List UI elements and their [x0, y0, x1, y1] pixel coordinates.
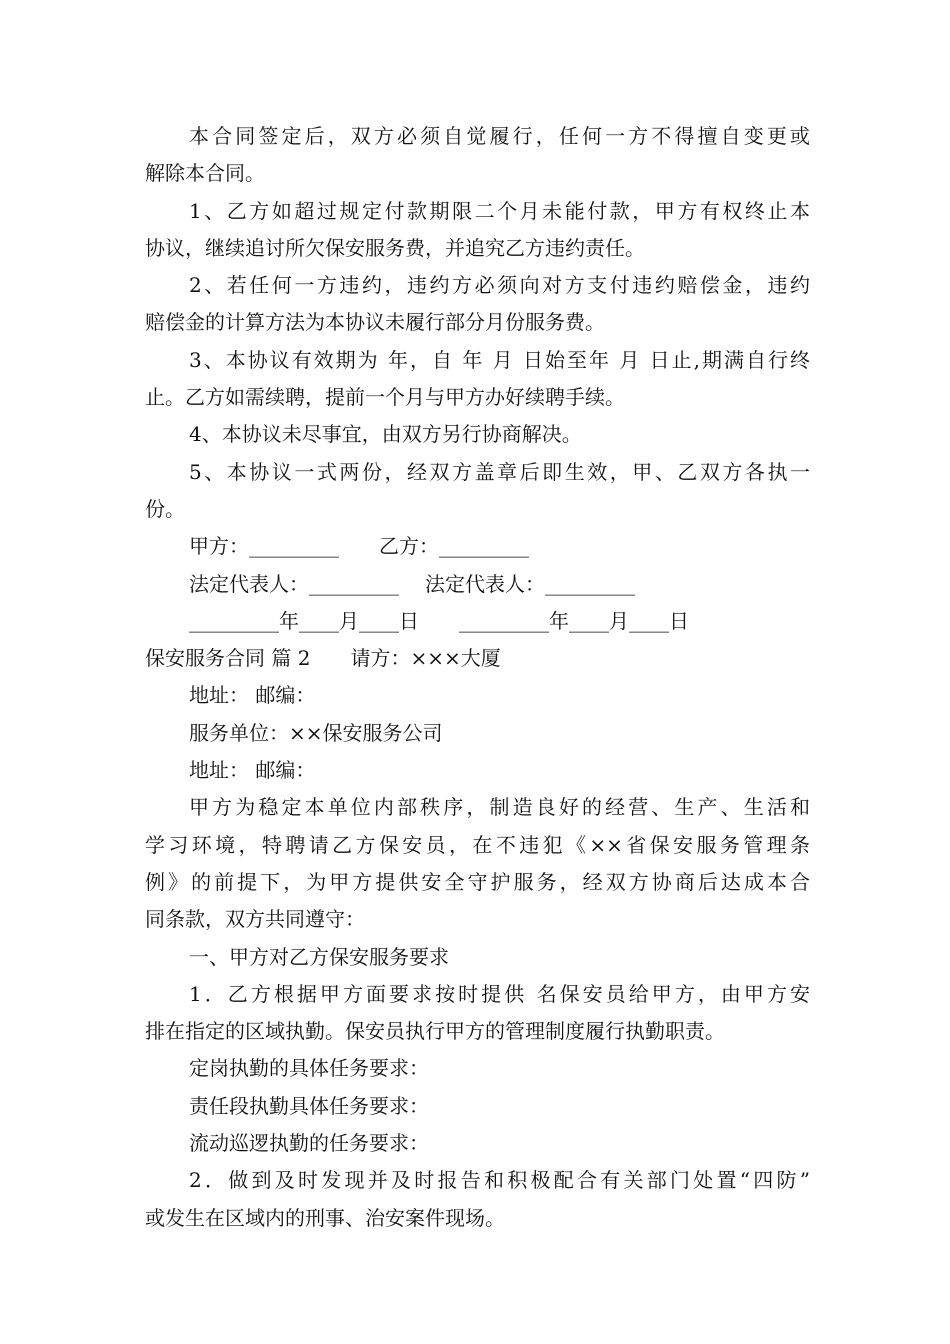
section-title: 保安服务合同 篇 2 — [145, 646, 311, 671]
paragraph-line: 2、若任何一方违约，违约方必须向对方支付违约赔偿金，违约 — [189, 273, 810, 298]
client-field: 请方：×××大厦 — [350, 646, 501, 671]
signature-dates-row — [145, 603, 810, 640]
subsection-heading: 一、甲方对乙方保安服务要求 — [189, 944, 449, 969]
paragraph-line: 5、本协议一式两份，经双方盖章后即生效，甲、乙双方各执一 — [189, 459, 810, 484]
signature-representatives-row — [145, 566, 810, 603]
paragraph-line: 例》的前提下，为甲方提供安全守护服务，经双方协商后达成本合 — [145, 869, 810, 894]
paragraph-line: 3、本协议有效期为 年，自 年 月 日始至年 月 日止,期满自行终 — [189, 347, 810, 372]
paragraph-line: 2．做到及时发现并及时报告和积极配合有关部门处置“四防” — [189, 1168, 810, 1193]
paragraph-line: 同条款，双方共同遵守： — [145, 907, 365, 932]
paragraph-line: 流动巡逻执勤的任务要求： — [189, 1131, 429, 1156]
date-b-field: _________年____月____日 — [459, 608, 689, 633]
paragraph-line: 4、本协议未尽事宜，由双方另行协商解决。 — [189, 422, 582, 447]
document-body — [145, 118, 810, 1237]
paragraph-line: 止。乙方如需续聘，提前一个月与甲方办好续聘手续。 — [145, 385, 625, 410]
party-a-field: 甲方：_________ — [189, 534, 339, 559]
paragraph-line: 或发生在区域内的刑事、治安案件现场。 — [145, 1205, 505, 1230]
paragraph-line: 责任段执勤具体任务要求： — [189, 1093, 429, 1118]
service-unit-line: 服务单位：××保安服务公司 — [189, 720, 443, 745]
paragraph-line: 甲方为稳定本单位内部秩序，制造良好的经营、生产、生活和 — [189, 795, 810, 820]
paragraph-line: 本合同签定后，双方必须自觉履行，任何一方不得擅自变更或 — [189, 124, 810, 148]
paragraph-line: 定岗执勤的具体任务要求： — [189, 1056, 429, 1081]
date-a-field: _________年____月____日 — [189, 608, 419, 633]
party-b-field: 乙方：_________ — [379, 534, 529, 559]
paragraph-line: 1、乙方如超过规定付款期限二个月未能付款，甲方有权终止本 — [189, 198, 810, 223]
paragraph-line: 协议，继续追讨所欠保安服务费，并追究乙方违约责任。 — [145, 235, 645, 260]
paragraph-line: 1．乙方根据甲方面要求按时提供 名保安员给甲方，由甲方安 — [189, 981, 810, 1006]
paragraph-line: 份。 — [145, 496, 185, 521]
paragraph-line: 解除本合同。 — [145, 161, 265, 186]
paragraph-line: 排在指定的区域执勤。保安员执行甲方的管理制度履行执勤职责。 — [145, 1019, 725, 1044]
rep-b-field: 法定代表人：_________ — [425, 571, 635, 596]
address-line: 地址： 邮编： — [189, 758, 316, 783]
section-heading-row — [145, 640, 810, 677]
address-line: 地址： 邮编： — [189, 683, 316, 708]
paragraph-line: 学习环境，特聘请乙方保安员，在不违犯《××省保安服务管理条 — [145, 832, 810, 857]
rep-a-field: 法定代表人：_________ — [189, 571, 399, 596]
paragraph-line: 赔偿金的计算方法为本协议未履行部分月份服务费。 — [145, 310, 605, 335]
signature-parties-row — [145, 528, 810, 565]
